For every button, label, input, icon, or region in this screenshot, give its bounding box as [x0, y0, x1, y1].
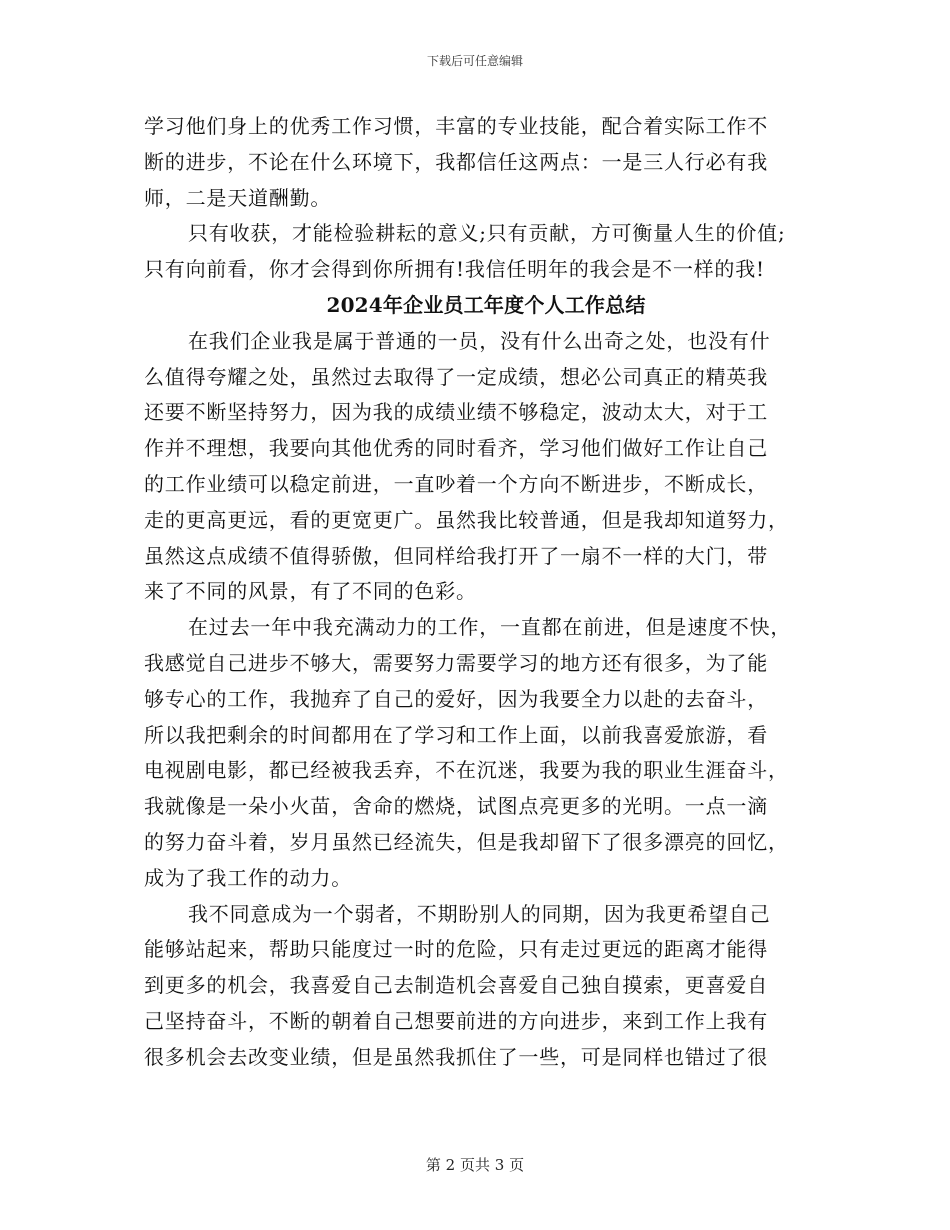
text-line: 作并不理想，我要向其他优秀的同时看齐，学习他们做好工作让自己: [144, 436, 768, 461]
text-line: 来了不同的风景，有了不同的色彩。: [144, 579, 477, 604]
text-line: 我感觉自己进步不够大，需要努力需要学习的地方还有很多，为了能: [144, 650, 768, 675]
text-line: 只有向前看，你才会得到你所拥有!我信任明年的我会是不一样的我!: [144, 257, 765, 282]
section-title: 2024年企业员工年度个人工作总结: [326, 292, 646, 317]
text-line: 的努力奋斗着，岁月虽然已经流失，但是我却留下了很多漂亮的回忆，: [144, 829, 789, 854]
document-body: [144, 109, 814, 1076]
text-line: 到更多的机会，我喜爱自己去制造机会喜爱自己独自摸索，更喜爱自: [144, 973, 768, 998]
text-line: 很多机会去改变业绩，但是虽然我抓住了一些，可是同样也错过了很: [144, 1044, 768, 1069]
text-line: 己坚持奋斗，不断的朝着自己想要前进的方向进步，来到工作上我有: [144, 1008, 768, 1033]
text-line: 在我们企业我是属于普通的一员，没有什么出奇之处，也没有什: [188, 328, 771, 353]
text-line: 只有收获，才能检验耕耘的意义;只有贡献，方可衡量人生的价值;: [188, 221, 786, 246]
text-line: 还要不断坚持努力，因为我的成绩业绩不够稳定，波动太大，对于工: [144, 400, 768, 425]
text-line: 能够站起来，帮助只能度过一时的危险，只有走过更远的距离才能得: [144, 937, 768, 962]
text-line: 成为了我工作的动力。: [144, 865, 352, 890]
text-line: 断的进步，不论在什么环境下，我都信任这两点：一是三人行必有我: [144, 149, 768, 174]
text-line: 在过去一年中我充满动力的工作，一直都在前进，但是速度不快，: [188, 615, 792, 640]
text-line: 的工作业绩可以稳定前进，一直吵着一个方向不断进步，不断成长，: [144, 471, 768, 496]
page-header: 下载后可任意编辑: [426, 54, 523, 68]
text-line: 所以我把剩余的时间都用在了学习和工作上面，以前我喜爱旅游，看: [144, 722, 768, 747]
text-line: 走的更高更远，看的更宽更广。虽然我比较普通，但是我却知道努力，: [144, 507, 789, 532]
text-line: 够专心的工作，我抛弃了自己的爱好，因为我要全力以赴的去奋斗，: [144, 686, 768, 711]
text-line: 我就像是一朵小火苗，舍命的燃烧，试图点亮更多的光明。一点一滴: [144, 794, 768, 819]
text-line: 电视剧电影，都已经被我丢弃，不在沉迷，我要为我的职业生涯奋斗，: [144, 758, 789, 783]
text-line: 学习他们身上的优秀工作习惯，丰富的专业技能，配合着实际工作不: [144, 114, 768, 138]
text-line: 师，二是天道酬勤。: [144, 185, 332, 210]
text-line: 我不同意成为一个弱者，不期盼别人的同期，因为我更希望自己: [188, 901, 771, 926]
text-line: 虽然这点成绩不值得骄傲，但同样给我打开了一扇不一样的大门，带: [144, 543, 768, 568]
text-line: 么值得夸耀之处，虽然过去取得了一定成绩，想必公司真正的精英我: [144, 364, 768, 389]
page-number-footer: 第 2 页共 3 页: [425, 1156, 525, 1174]
